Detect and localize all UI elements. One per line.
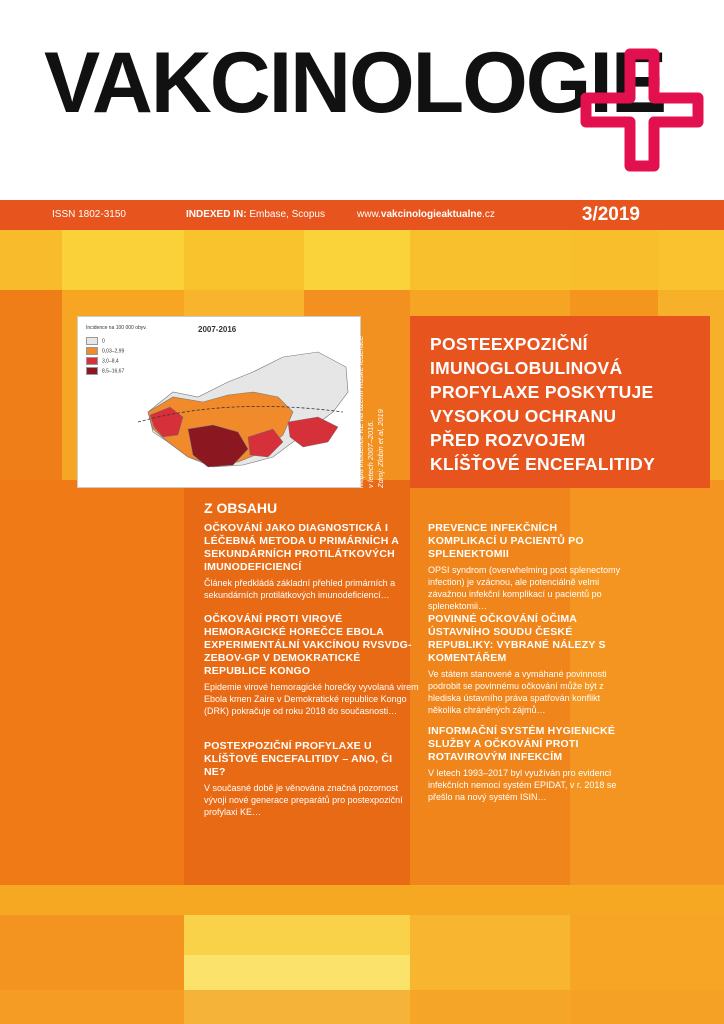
article-item[interactable] — [428, 725, 628, 803]
legend-item: 0,03–2,99 — [86, 347, 124, 355]
contents-title: Z OBSAHU — [204, 500, 278, 516]
indexed-value: Embase, Scopus — [249, 209, 325, 220]
legend-item: 0 — [86, 337, 105, 345]
article-item[interactable] — [204, 613, 419, 717]
article-title: INFORMAČNÍ SYSTÉM HYGIENICKÉ SLUŽBY A OČKOVÁNÍ PROTI ROTAVIROVÝM INFEKCÍM — [428, 725, 616, 763]
article-desc: V současné době je věnována značná pozornost vývoji nové generace preparátů pro postexpoziční profylaxi KE… — [204, 783, 403, 817]
indexed-in — [186, 209, 325, 220]
website-prefix: www. — [357, 209, 381, 220]
website-suffix: .cz — [482, 209, 495, 220]
article-title: OČKOVÁNÍ PROTI VIROVÉ HEMORAGICKÉ HOREČCE EBOLA EXPERIMENTÁLNÍ VAKCÍNOU RVSVDG-ZEBOV-GP V DEMOKRATICKÉ REPUBLICE KONGO — [204, 613, 412, 677]
legend-item: 3,0–8,4 — [86, 357, 119, 365]
issn: ISSN 1802-3150 — [52, 209, 126, 220]
article-title: PREVENCE INFEKČNÍCH KOMPLIKACÍ U PACIENTŮ PO SPLENEKTOMII — [428, 522, 584, 560]
legend-title: Incidence na 100 000 obyv. — [86, 325, 147, 331]
indexed-label: INDEXED IN: — [186, 209, 247, 220]
article-title: POSTEXPOZIČNÍ PROFYLAXE U KLÍŠŤOVÉ ENCEFALITIDY – ANO, ČI NE? — [204, 740, 393, 778]
cover-headline — [410, 316, 710, 488]
headline-text: POSTEEXPOZIČNÍ IMUNOGLOBULINOVÁ PROFYLAXE POSKYTUJE VYSOKOU OCHRANU PŘED ROZVOJEM KLÍŠŤOVÉ ENCEFALITIDY — [430, 334, 656, 474]
article-item[interactable] — [204, 522, 414, 601]
plus-logo-icon — [578, 46, 706, 174]
issue-number: 3/2019 — [581, 204, 640, 225]
map-title: 2007-2016 — [198, 325, 237, 334]
journal-logo-text: VAKCINOLOGIE — [44, 35, 666, 131]
website-bold: vakcinologieaktualne — [380, 209, 483, 220]
article-title: POVINNÉ OČKOVÁNÍ OČIMA ÚSTAVNÍHO SOUDU ČESKÉ REPUBLIKY: VYBRANÉ NÁLEZY S KOMENTÁŘEM — [428, 613, 606, 664]
article-item[interactable] — [428, 522, 628, 612]
article-item[interactable] — [204, 740, 404, 818]
masthead — [0, 0, 724, 200]
info-bar — [0, 200, 724, 230]
article-desc: V letech 1993–2017 byl využíván pro evidenci infekčních nemocí systém EPIDAT, v r. 2018 se přešlo na nový systém ISIN… — [428, 768, 617, 802]
article-title: OČKOVÁNÍ JAKO DIAGNOSTICKÁ I LÉČEBNÁ METODA U PRIMÁRNÍCH A SEKUNDÁRNÍCH PROTILÁTKOVÝCH IMUNODEFICIENCÍ — [204, 522, 399, 573]
legend-item: 8,5–16,67 — [86, 367, 124, 375]
article-desc: OPSI syndrom (overwhelming post splenectomy infection) je vzácnou, ale potenciálně velmi závažnou infekční komplikací u pacientů po splenektomii… — [428, 565, 621, 611]
russia-map-graphic — [78, 317, 360, 487]
incidence-map — [77, 316, 361, 488]
website-link[interactable] — [357, 209, 495, 220]
article-desc: Epidemie virové hemoragické horečky vyvolaná virem Ebola kmen Zaire v Demokratické republice Kongo (DRK) pokračuje od roku 2018 do současnosti… — [204, 682, 419, 716]
article-desc: Ve státem stanovené a vymáhané povinnosti podrobit se povinnému očkování může být z hlediska ústavního práva spatřován konflikt několika chráněných zájmů… — [428, 669, 607, 715]
map-caption: Mapa incidence KE na území Ruské federace v letech 2007–2016. Zdroj: Zlobin et al, 2019 — [356, 335, 385, 488]
article-item[interactable] — [428, 613, 628, 716]
article-desc: Článek předkládá základní přehled primárních a sekundárních protilátkových imunodeficiencí… — [204, 578, 396, 600]
